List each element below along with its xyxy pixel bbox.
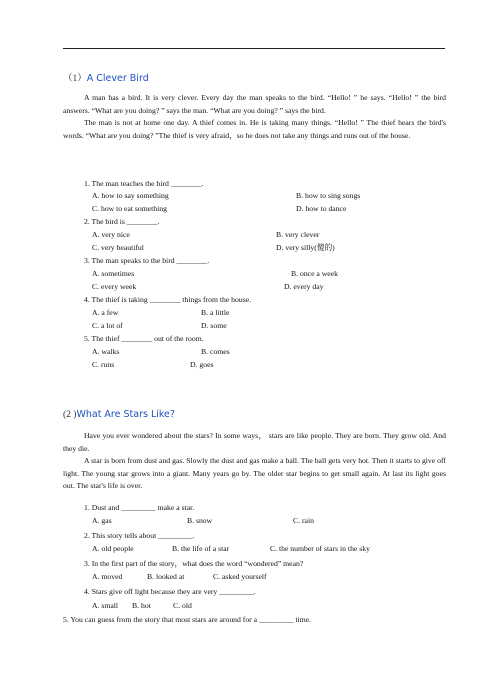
option: B. once a week — [291, 269, 338, 278]
question-stem: 1. Dust and _________ make a star. — [84, 503, 195, 512]
question-stem: 3. The man speaks to the bird ________. — [84, 256, 210, 265]
section2-name: What Are Stars Like? — [76, 409, 175, 420]
section1-title — [63, 70, 149, 84]
section2-number: (2 ) — [63, 410, 77, 420]
option: D. every day — [284, 282, 324, 291]
paragraph: A man has a bird. It is very clever. Every day the man speaks to the bird. “Hello! ” he says. “Hello! ” the bird answers. “What are you doing? ” says the man. “What are you doing? ” says the bird. — [63, 93, 446, 115]
option: B. very clever — [276, 230, 320, 239]
question-stem: 5. You can guess from the story that most stars are around for a _________ time. — [63, 615, 312, 624]
option: A. gas — [92, 516, 112, 525]
option: B. looked at — [147, 572, 185, 581]
option: D. some — [201, 321, 227, 330]
option: A. sometimes — [92, 269, 135, 278]
question-stem: 2. This story tells about _________. — [84, 531, 195, 540]
paragraph: Have you ever wondered about the stars? In some ways， stars are like people. They are born. They grow old. And they die. — [63, 431, 446, 453]
section1-passage — [63, 92, 446, 142]
option: B. the life of a star — [172, 544, 230, 553]
option: A. old people — [92, 544, 134, 553]
option: C. asked yourself — [213, 572, 267, 581]
question-stem: 2. The bird is ________. — [84, 217, 160, 226]
option: C. how to eat something — [92, 204, 167, 213]
option: C. rain — [293, 516, 314, 525]
option: A. very nice — [92, 230, 130, 239]
option: B. snow — [187, 516, 213, 525]
section1-number: （1） — [63, 74, 87, 84]
option: A. moved — [92, 572, 123, 581]
option: A. walks — [92, 347, 120, 356]
section2-title — [63, 409, 175, 420]
question-stem: 1. The man teaches the bird ________. — [84, 179, 204, 188]
paragraph: A star is born from dust and gas. Slowly the dust and gas make a ball. The ball gets very hot. Then it starts to give off light. The young star grows into a giant. Many years go by. The older star begins to get small again. At last its light goes out. The star's life is over. — [63, 456, 446, 490]
option: C. very beautiful — [92, 243, 144, 252]
option: C. runs — [92, 360, 115, 369]
option: D. goes — [190, 360, 214, 369]
section1-name: A Clever Bird — [86, 73, 149, 84]
question-stem: 4. Stars give off light because they are very _________. — [84, 587, 256, 596]
question-stem: 4. The thief is taking ________ things from the house. — [84, 295, 252, 304]
option: C. every week — [92, 282, 137, 291]
option: D. how to dance — [296, 204, 347, 213]
header-rule — [63, 48, 445, 49]
section2-passage — [63, 430, 446, 493]
option: B. a little — [201, 308, 230, 317]
option: C. the number of stars in the sky — [270, 544, 370, 553]
option: C. a lot of — [92, 321, 123, 330]
option: A. small — [92, 601, 119, 610]
option: A. how to say something — [92, 191, 169, 200]
option: A. a few — [92, 308, 119, 317]
paragraph: The man is not at home one day. A thief comes in. He is taking many things. “Hello! ” The thief hears the bird's words. “What are you doing? ”The thief is very afraid，so he does not take any things and runs out of the house. — [63, 118, 446, 140]
question-stem: 5. The thief ________ out of the room. — [84, 334, 204, 343]
option: D. very silly(傻的) — [276, 243, 335, 252]
option: B. comes — [201, 347, 230, 356]
option: B. hot — [132, 601, 151, 610]
option: C. old — [173, 601, 192, 610]
option: B. how to sing songs — [296, 191, 361, 200]
question-stem: 3. In the first part of the story，what does the word “wondered” mean? — [84, 559, 304, 568]
